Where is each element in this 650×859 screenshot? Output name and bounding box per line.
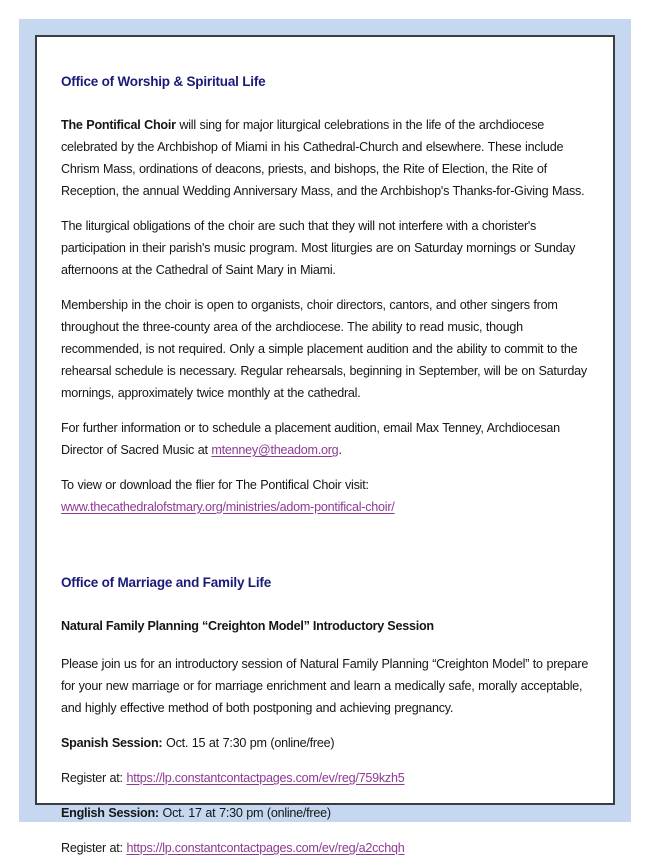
paragraph-text: The liturgical obligations of the choir are such that they will not interfere with a chorister's participation in their parish's music program. Most liturgies are on Saturday mornings or Sunday afternoons at the Cathedral of Saint Mary in Miami.: [61, 219, 576, 277]
spacer: [61, 461, 595, 474]
spacer: [61, 789, 595, 802]
spacer: [61, 202, 595, 215]
paragraph-further-information: [61, 417, 595, 461]
spacer-between-sections: [61, 518, 595, 574]
paragraph-text: For further information or to schedule a placement audition, email Max Tenney, Archdiocesan Director of Sacred Music at: [61, 421, 560, 457]
sub-heading-natural-family-planning: Natural Family Planning “Creighton Model” Introductory Session: [61, 619, 434, 633]
register-label: Register at:: [61, 841, 127, 855]
paragraph-text-tail: .: [338, 443, 342, 457]
paragraph-pontifical-choir-intro: [61, 114, 595, 202]
register-line-english: [61, 837, 595, 859]
spacer: [61, 719, 595, 732]
document-content-box: [35, 35, 615, 855]
paragraph-flier-download: [61, 474, 595, 518]
paragraph-text: To view or download the flier for The Pontifical Choir visit:: [61, 478, 369, 492]
paragraph-text: Membership in the choir is open to organists, choir directors, cantors, and other singers from throughout the three-county area of the archdiocese. The ability to read music, though recommended, is not required. Only a simple placement audition and the ability to commit to the rehearsal schedule is necessary. Regular rehearsals, beginning in September, will be on Saturday mornings, approximately twice monthly at the cathedral.: [61, 298, 587, 400]
spacer: [61, 91, 595, 114]
register-label: Register at:: [61, 771, 127, 785]
email-link-max-tenney[interactable]: mtenney@theadom.org: [211, 443, 339, 457]
document-body: [61, 73, 595, 859]
paragraph-membership: [61, 294, 595, 404]
register-line-spanish: [61, 767, 595, 789]
paragraph-text: will sing for major liturgical celebrations in the life of the archdiocese celebrated by the Archbishop of Miami in his Cathedral-Church and elsewhere. These include Chrism Mass, ordinations of deacons, priests, and bishops, the Rite of Election, the Rite of Reception, the annual Wedding Anniversary Mass, and the Archbishop's Thanks-for-Giving Mass.: [61, 118, 585, 198]
paragraph-text: Please join us for an introductory session of Natural Family Planning “Creighton Model” to prepare for your new marriage or for marriage enrichment and learn a medically safe, morally acceptable, and highly effective method of both postponing and achieving pregnancy.: [61, 657, 589, 715]
section-heading-office-of-marriage: Office of Marriage and Family Life: [61, 575, 271, 590]
spacer: [61, 824, 595, 837]
session-line-spanish: [61, 732, 595, 754]
spacer: [61, 754, 595, 767]
spacer: [61, 281, 595, 294]
register-link-spanish-session[interactable]: https://lp.constantcontactpages.com/ev/reg/759kzh5: [126, 771, 405, 785]
lead-in-bold-pontifical-choir: The Pontifical Choir: [61, 118, 176, 132]
session-label-spanish: Spanish Session:: [61, 736, 163, 750]
spacer: [61, 592, 595, 615]
register-link-english-session[interactable]: https://lp.constantcontactpages.com/ev/reg/a2cchqh: [126, 841, 405, 855]
spacer: [61, 404, 595, 417]
session-label-english: English Session:: [61, 806, 159, 820]
spacer: [61, 637, 595, 653]
website-link-cathedral-of-st-mary[interactable]: www.thecathedralofstmary.org/ministries/adom-pontifical-choir/: [61, 500, 395, 514]
paragraph-nfp-description: [61, 653, 595, 719]
session-details-english: Oct. 17 at 7:30 pm (online/free): [158, 806, 331, 820]
paragraph-liturgical-obligations: [61, 215, 595, 281]
session-line-english: [61, 802, 595, 824]
section-heading-office-of-worship: Office of Worship & Spiritual Life: [61, 74, 266, 89]
session-details-spanish: Oct. 15 at 7:30 pm (online/free): [162, 736, 335, 750]
